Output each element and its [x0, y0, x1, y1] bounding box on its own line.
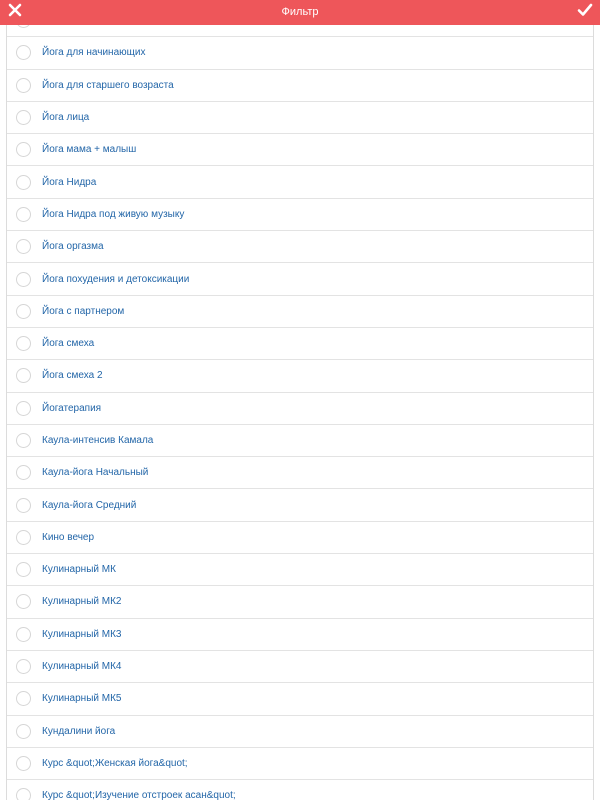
list-item-label: Каула-йога Средний	[42, 499, 137, 511]
radio-button[interactable]	[16, 239, 31, 254]
list-item[interactable]	[7, 102, 593, 134]
radio-button[interactable]	[16, 401, 31, 416]
radio-button[interactable]	[16, 78, 31, 93]
list-item[interactable]	[7, 263, 593, 295]
radio-button[interactable]	[16, 594, 31, 609]
list-item[interactable]	[7, 780, 593, 800]
list-item-label: Йога с партнером	[42, 305, 125, 317]
list-item[interactable]	[7, 70, 593, 102]
list-item[interactable]	[7, 457, 593, 489]
radio-button[interactable]	[16, 562, 31, 577]
list-item-label: Йога лица	[42, 112, 90, 124]
list-item[interactable]	[7, 425, 593, 457]
radio-button[interactable]	[16, 175, 31, 190]
radio-button[interactable]	[16, 465, 31, 480]
header-bar	[0, 0, 600, 25]
list-item-label: Йогатерапия	[42, 402, 102, 414]
list-item[interactable]	[7, 37, 593, 69]
radio-button[interactable]	[16, 272, 31, 287]
list-item[interactable]	[7, 522, 593, 554]
list-item-label: Йога смеха 2	[42, 370, 103, 382]
list-item[interactable]	[7, 393, 593, 425]
page-title: Фильтр	[281, 6, 319, 18]
list-item[interactable]	[7, 296, 593, 328]
radio-button[interactable]	[16, 498, 31, 513]
filter-list-items	[7, 25, 593, 800]
list-item-label: Кулинарный МК4	[42, 661, 122, 673]
list-item-label: Кундалини йога	[42, 725, 116, 737]
list-item[interactable]	[7, 619, 593, 651]
list-item[interactable]	[7, 328, 593, 360]
list-item[interactable]	[7, 360, 593, 392]
radio-button[interactable]	[16, 304, 31, 319]
list-item[interactable]	[7, 716, 593, 748]
list-item[interactable]	[7, 683, 593, 715]
list-item-label: Кино вечер	[42, 531, 95, 543]
list-item-label: Каула-йога Начальный	[42, 467, 149, 479]
list-item-label: Курс &quot;Женская йога&quot;	[42, 757, 188, 769]
radio-button[interactable]	[16, 691, 31, 706]
confirm-button[interactable]	[570, 0, 600, 25]
list-item-label: Йога смеха	[42, 338, 95, 350]
radio-button[interactable]	[16, 788, 31, 800]
list-item-label: Йога Нидра под живую музыку	[42, 208, 185, 220]
list-item-label: Йога оргазма	[42, 241, 104, 253]
list-item[interactable]	[7, 748, 593, 780]
list-item[interactable]	[7, 25, 593, 37]
list-item[interactable]	[7, 166, 593, 198]
list-item[interactable]	[7, 231, 593, 263]
radio-button[interactable]	[16, 368, 31, 383]
radio-button[interactable]	[16, 336, 31, 351]
radio-button[interactable]	[16, 530, 31, 545]
list-item-label: Йога Нидра	[42, 176, 97, 188]
radio-button[interactable]	[16, 756, 31, 771]
radio-button[interactable]	[16, 110, 31, 125]
radio-button[interactable]	[16, 142, 31, 157]
list-item-label: Кулинарный МК2	[42, 596, 122, 608]
list-item-label: Кулинарный МК3	[42, 628, 122, 640]
list-item[interactable]	[7, 554, 593, 586]
radio-button[interactable]	[16, 25, 31, 28]
list-item[interactable]	[7, 134, 593, 166]
check-icon	[577, 3, 593, 22]
list-item-label: Йога для начинающих	[42, 47, 146, 59]
radio-button[interactable]	[16, 207, 31, 222]
list-item[interactable]	[7, 651, 593, 683]
list-item[interactable]	[7, 586, 593, 618]
radio-button[interactable]	[16, 724, 31, 739]
list-item-label: Кулинарный МК5	[42, 693, 122, 705]
list-item-label: Йога мама + малыш	[42, 144, 137, 156]
list-item-label: Кулинарный МК	[42, 564, 116, 576]
radio-button[interactable]	[16, 45, 31, 60]
radio-button[interactable]	[16, 433, 31, 448]
list-item[interactable]	[7, 489, 593, 521]
list-item-label: Йога похудения и детоксикации	[42, 273, 190, 285]
filter-list[interactable]	[6, 25, 594, 800]
list-item-label: Курс &quot;Изучение отстроек асан&quot;	[42, 790, 236, 800]
list-item-label: Йога для старшего возраста	[42, 79, 174, 91]
list-item-label: Каула-интенсив Камала	[42, 435, 154, 446]
list-item[interactable]	[7, 199, 593, 231]
radio-button[interactable]	[16, 659, 31, 674]
radio-button[interactable]	[16, 627, 31, 642]
